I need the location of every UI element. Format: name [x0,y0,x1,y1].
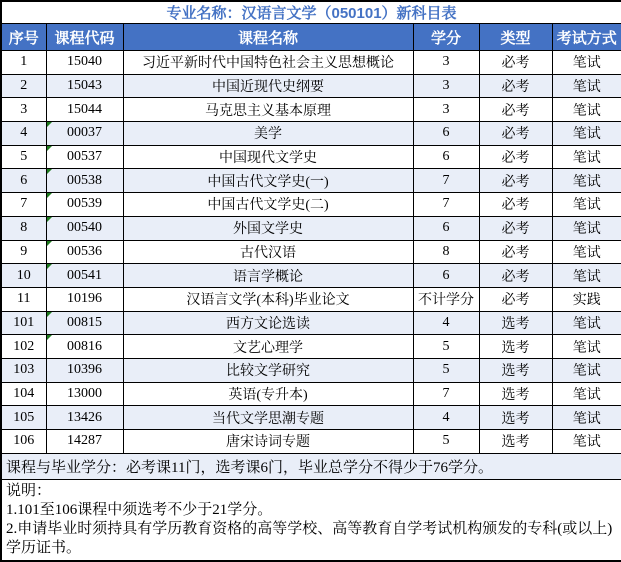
row-number: 106 [1,430,46,454]
course-code: 13000 [46,382,123,406]
credits-value: 5 [413,430,479,454]
course-name: 汉语言文学(本科)毕业论文 [123,287,413,311]
exam-method: 笔试 [552,264,621,288]
row-number: 4 [1,122,46,146]
course-code: 10396 [46,358,123,382]
row-number: 5 [1,145,46,169]
exam-method: 笔试 [552,193,621,217]
exam-method: 笔试 [552,430,621,454]
exam-method: 笔试 [552,382,621,406]
credits-value: 不计学分 [413,287,479,311]
row-number: 1 [1,51,46,75]
row-number: 103 [1,358,46,382]
exam-method: 笔试 [552,98,621,122]
course-type: 必考 [479,122,552,146]
credits-value: 4 [413,406,479,430]
notes-row [1,479,621,561]
course-name: 外国文学史 [123,216,413,240]
credits-value: 3 [413,98,479,122]
exam-method: 笔试 [552,311,621,335]
exam-method: 笔试 [552,216,621,240]
note-line-2: 2.申请毕业时须持具有学历教育资格的高等学校、高等教育自学考试机构颁发的专科(或以上)学历证书。 [6,520,613,556]
course-code-flagged: 00537 [46,145,123,169]
exam-method: 笔试 [552,51,621,75]
table-row [1,335,621,359]
table-row [1,287,621,311]
table-row [1,430,621,454]
course-code-flagged: 00815 [46,311,123,335]
course-name: 英语(专升本) [123,382,413,406]
course-type: 选考 [479,358,552,382]
course-type: 选考 [479,311,552,335]
credits-value: 5 [413,358,479,382]
course-type: 必考 [479,51,552,75]
course-type: 必考 [479,240,552,264]
table-row [1,98,621,122]
course-name: 中国近现代史纲要 [123,74,413,98]
course-type: 必考 [479,98,552,122]
row-number: 2 [1,74,46,98]
course-type: 必考 [479,169,552,193]
course-type: 必考 [479,74,552,98]
course-code: 14287 [46,430,123,454]
credits-value: 7 [413,382,479,406]
course-name: 西方文论选读 [123,311,413,335]
credits-value: 5 [413,335,479,359]
table-row [1,240,621,264]
course-name: 中国古代文学史(二) [123,193,413,217]
credits-value: 6 [413,122,479,146]
column-header-name: 课程名称 [123,24,413,51]
table-row [1,51,621,75]
table-body [1,51,621,454]
notes-cell [1,479,621,561]
row-number: 9 [1,240,46,264]
page-title: 专业名称：汉语言文学（050101）新科目表 [1,1,621,24]
row-number: 7 [1,193,46,217]
course-type: 选考 [479,406,552,430]
note-heading: 说明： [6,482,52,499]
exam-method: 笔试 [552,122,621,146]
course-name: 中国古代文学史(一) [123,169,413,193]
row-number: 102 [1,335,46,359]
row-number: 10 [1,264,46,288]
row-number: 104 [1,382,46,406]
column-header-code: 课程代码 [46,24,123,51]
course-name: 古代汉语 [123,240,413,264]
course-type: 必考 [479,216,552,240]
course-name: 美学 [123,122,413,146]
credits-value: 4 [413,311,479,335]
table-header-row [1,24,621,51]
exam-method: 笔试 [552,358,621,382]
table-title-row [1,1,621,24]
course-type: 必考 [479,145,552,169]
course-code-flagged: 00816 [46,335,123,359]
exam-method: 笔试 [552,145,621,169]
table-row [1,406,621,430]
course-code: 15040 [46,51,123,75]
course-code-flagged: 00539 [46,193,123,217]
credits-value: 6 [413,264,479,288]
table-row [1,193,621,217]
course-code-flagged: 00538 [46,169,123,193]
course-code-flagged: 00536 [46,240,123,264]
row-number: 105 [1,406,46,430]
note-line-1: 1.101至106课程中须选考不少于21学分。 [6,501,273,518]
course-code: 10196 [46,287,123,311]
table-row [1,264,621,288]
table-row [1,122,621,146]
table-row [1,169,621,193]
course-code-flagged: 00541 [46,264,123,288]
course-type: 选考 [479,335,552,359]
column-header-exam: 考试方式 [552,24,621,51]
course-type: 必考 [479,264,552,288]
credits-value: 8 [413,240,479,264]
course-name: 语言学概论 [123,264,413,288]
exam-method: 实践 [552,287,621,311]
table-row [1,311,621,335]
row-number: 11 [1,287,46,311]
row-number: 6 [1,169,46,193]
credits-value: 3 [413,74,479,98]
row-number: 101 [1,311,46,335]
summary-text: 课程与毕业学分：必考课11门，选考课6门，毕业总学分不得少于76学分。 [1,453,621,479]
credits-value: 3 [413,51,479,75]
course-type: 选考 [479,382,552,406]
exam-method: 笔试 [552,240,621,264]
credits-value: 7 [413,169,479,193]
summary-row [1,453,621,479]
course-type: 必考 [479,287,552,311]
course-name: 唐宋诗词专题 [123,430,413,454]
course-name: 习近平新时代中国特色社会主义思想概论 [123,51,413,75]
course-code: 13426 [46,406,123,430]
table-row [1,382,621,406]
course-code-flagged: 00540 [46,216,123,240]
exam-method: 笔试 [552,169,621,193]
course-name: 当代文学思潮专题 [123,406,413,430]
exam-method: 笔试 [552,74,621,98]
course-code: 15043 [46,74,123,98]
exam-method: 笔试 [552,335,621,359]
table-row [1,358,621,382]
course-name: 文艺心理学 [123,335,413,359]
credits-value: 6 [413,145,479,169]
table-row [1,74,621,98]
credits-value: 6 [413,216,479,240]
column-header-credits: 学分 [413,24,479,51]
credits-value: 7 [413,193,479,217]
course-type: 必考 [479,193,552,217]
table-row [1,216,621,240]
course-name: 马克思主义基本原理 [123,98,413,122]
column-header-no: 序号 [1,24,46,51]
course-name: 中国现代文学史 [123,145,413,169]
column-header-type: 类型 [479,24,552,51]
row-number: 8 [1,216,46,240]
course-code: 15044 [46,98,123,122]
table-row [1,145,621,169]
course-name: 比较文学研究 [123,358,413,382]
exam-method: 笔试 [552,406,621,430]
course-type: 选考 [479,430,552,454]
course-code-flagged: 00037 [46,122,123,146]
row-number: 3 [1,98,46,122]
